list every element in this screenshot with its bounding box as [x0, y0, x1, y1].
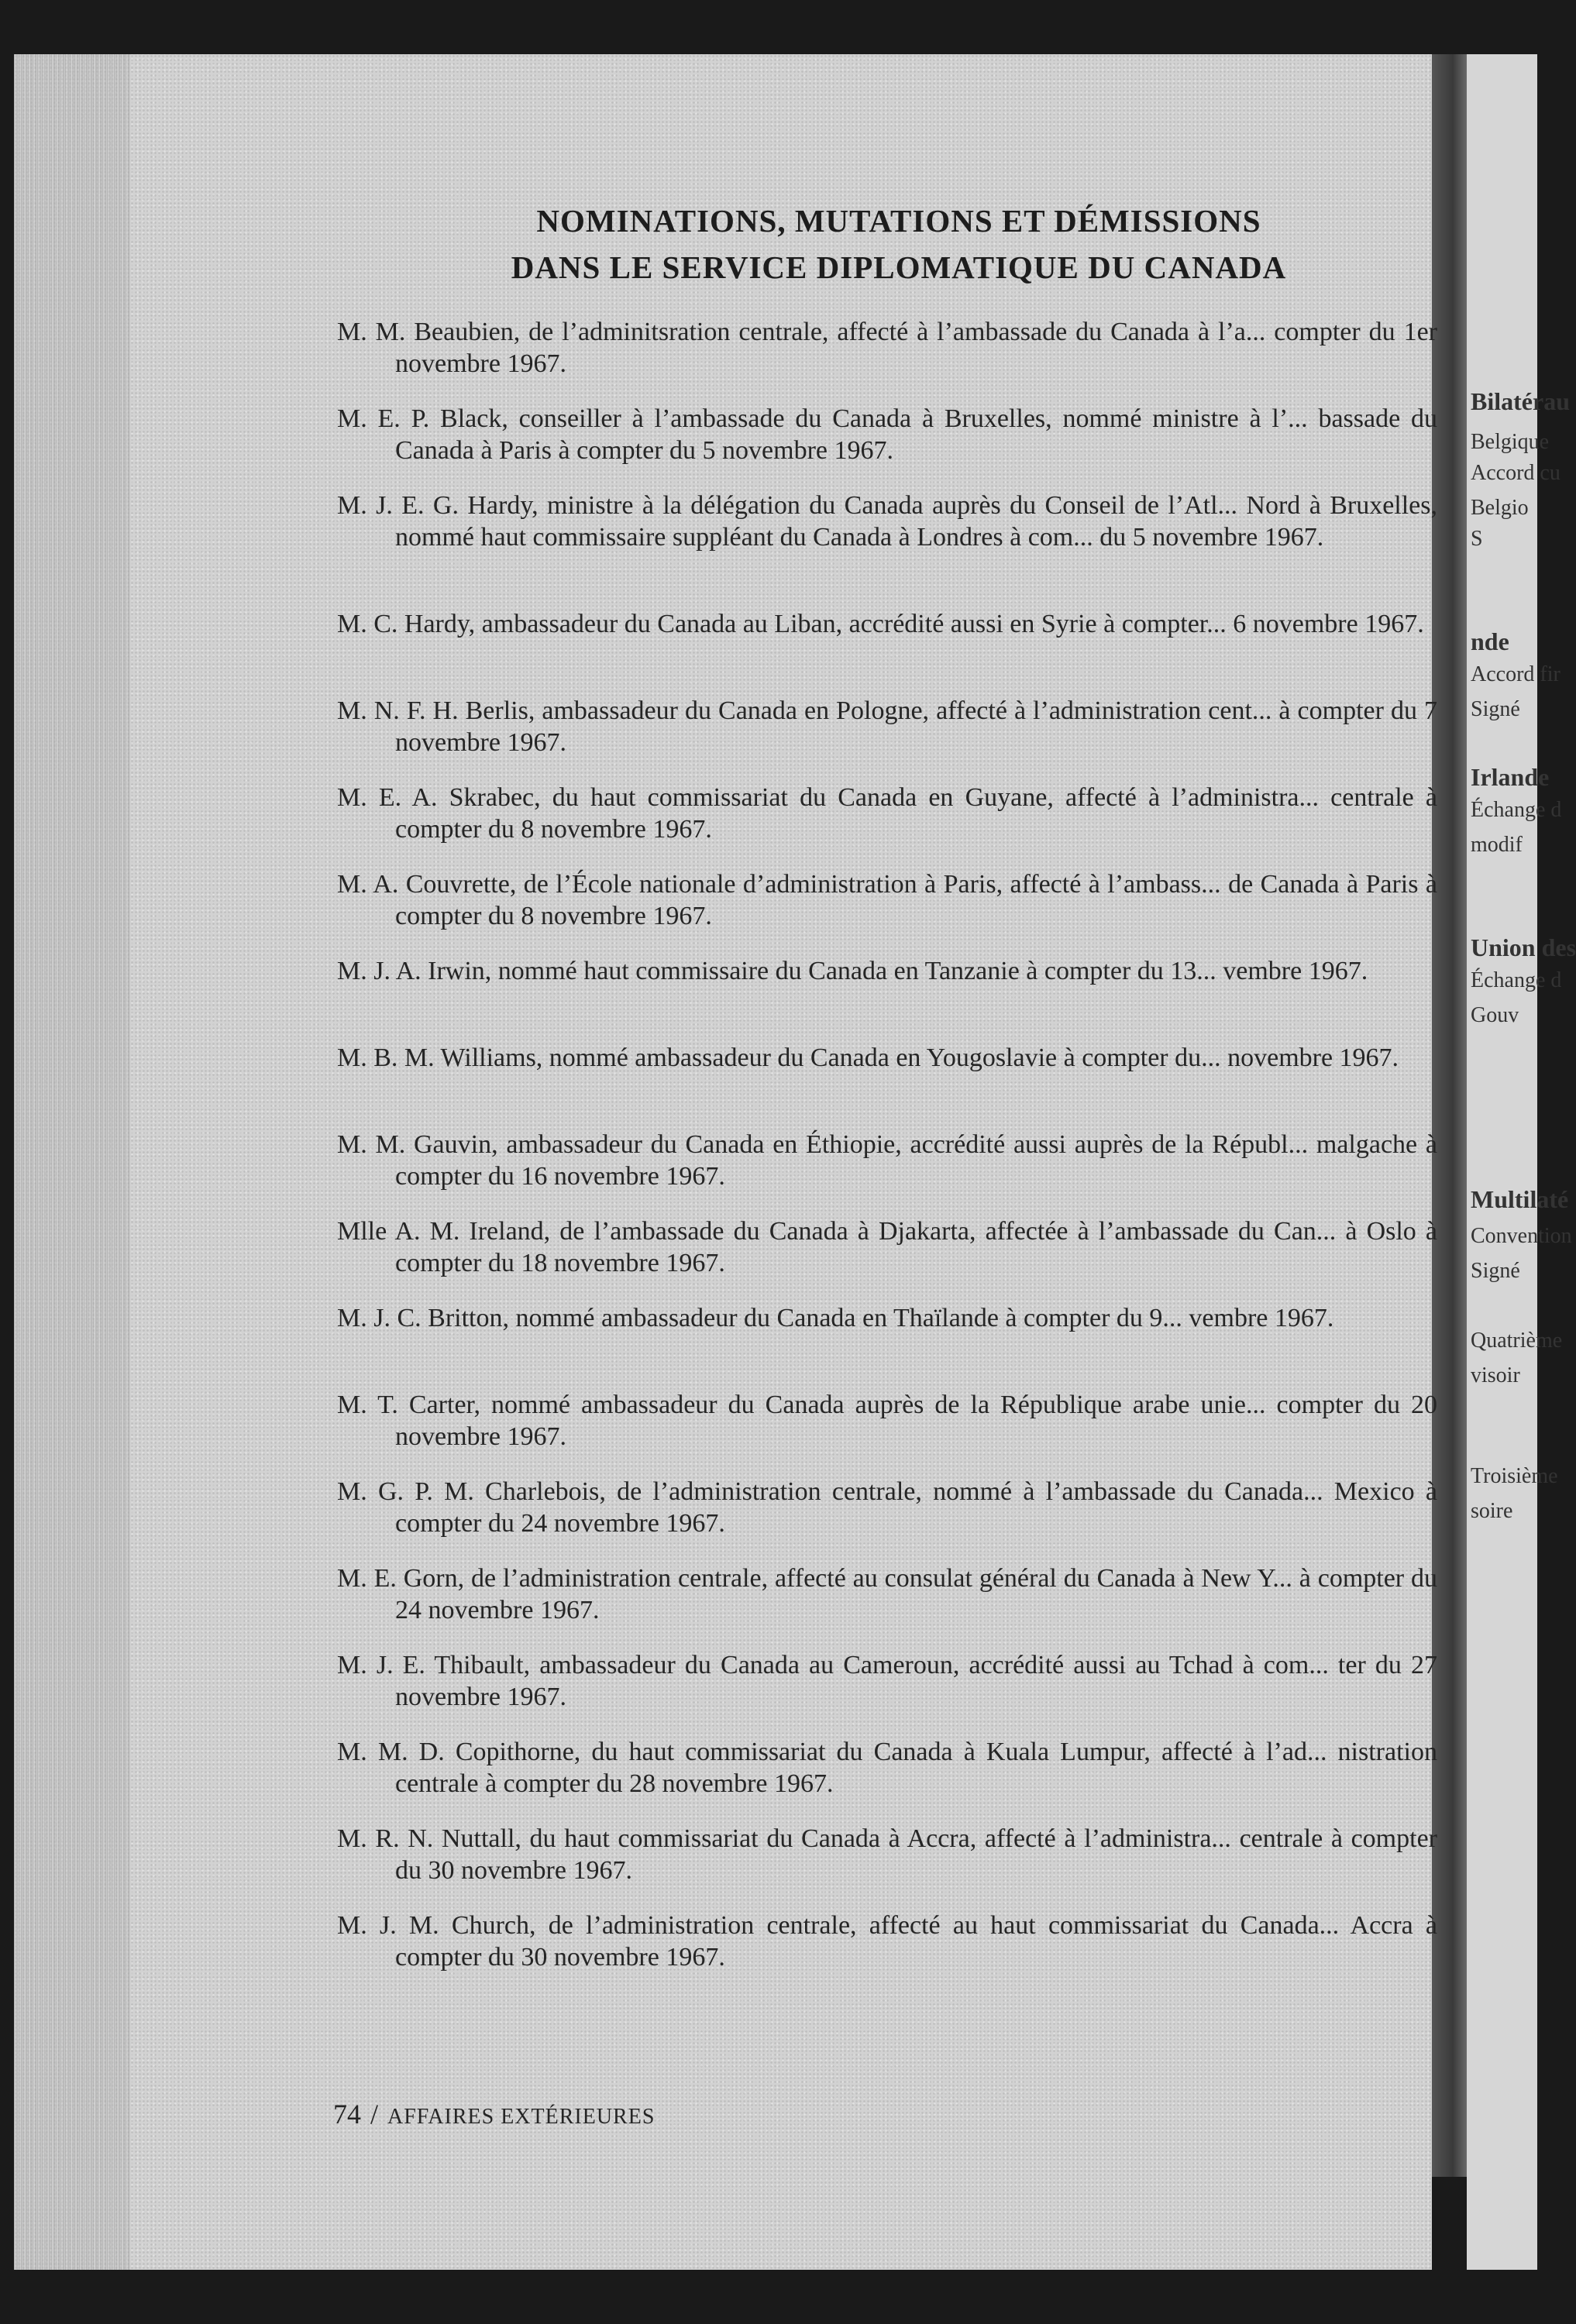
book-spine-shadow [14, 54, 130, 2270]
appointment-entry: M. C. Hardy, ambassadeur du Canada au Liban, accrédité aussi en Syrie à compter... 6 novembre 1967. [337, 610, 1424, 638]
appointment-entry: Mlle A. M. Ireland, de l’ambassade du Canada à Djakarta, affectée à l’ambassade du Can... à Oslo à compter du 18 novembre 1967. [337, 1217, 1437, 1277]
appointments-list [337, 316, 1437, 1996]
appointment-entry: M. E. A. Skrabec, du haut commissariat du Canada en Guyane, affecté à l’administra... centrale à compter du 8 novembre 1967. [337, 783, 1437, 844]
adjacent-page-fragment: Bilatérau [1471, 387, 1570, 415]
appointment-entry: M. J. A. Irwin, nommé haut commissaire du Canada en Tanzanie à compter du 13... vembre 1967. [337, 957, 1368, 985]
adjacent-page-fragment: Signé [1471, 697, 1520, 721]
appointment-entry: M. M. D. Copithorne, du haut commissariat du Canada à Kuala Lumpur, affecté à l’ad... nistration centrale à compter du 28 novembre 1967. [337, 1738, 1437, 1798]
adjacent-page-fragment: Union des [1471, 933, 1576, 961]
adjacent-page-fragment: visoir [1471, 1363, 1520, 1387]
appointment-entry: M. B. M. Williams, nommé ambassadeur du Canada en Yougoslavie à compter du... novembre 1967. [337, 1043, 1399, 1072]
appointment-entry: M. J. E. Thibault, ambassadeur du Canada au Cameroun, accrédité aussi au Tchad à com... ter du 27 novembre 1967. [337, 1651, 1437, 1711]
adjacent-page-fragment: Échange d [1471, 798, 1562, 822]
page-number: 74 [333, 2099, 361, 2130]
appointment-entry: M. J. C. Britton, nommé ambassadeur du Canada en Thaïlande à compter du 9... vembre 1967. [337, 1304, 1334, 1332]
adjacent-page-fragment: Belgio [1471, 496, 1529, 520]
adjacent-page-fragment: soire [1471, 1499, 1513, 1523]
adjacent-page-fragment: Multilaté [1471, 1185, 1569, 1213]
appointment-entry: M. M. Beaubien, de l’adminitsration centrale, affecté à l’ambassade du Canada à l’a... compter du 1er novembre 1967. [337, 318, 1437, 378]
appointment-entry: M. J. M. Church, de l’administration centrale, affecté au haut commissariat du Canada... Accra à compter du 30 novembre 1967. [337, 1911, 1437, 1972]
appointment-entry: M. R. N. Nuttall, du haut commissariat du Canada à Accra, affecté à l’administra... centrale à compter du 30 novembre 1967. [337, 1824, 1437, 1885]
appointment-entry: M. M. Gauvin, ambassadeur du Canada en Éthiopie, accrédité aussi auprès de la Républ... malgache à compter du 16 novembre 1967. [337, 1130, 1437, 1191]
adjacent-page-fragment: S [1471, 527, 1483, 551]
adjacent-page-fragment: Troisième [1471, 1464, 1558, 1488]
appointment-entry: M. N. F. H. Berlis, ambassadeur du Canada en Pologne, affecté à l’administration cent... à compter du 7 novembre 1967. [337, 696, 1437, 757]
adjacent-page-fragment: Échange d [1471, 968, 1562, 992]
appointment-entry: M. E. P. Black, conseiller à l’ambassade du Canada à Bruxelles, nommé ministre à l’... bassade du Canada à Paris à compter du 5 novembre 1967. [337, 404, 1437, 465]
appointment-entry: M. E. Gorn, de l’administration centrale, affecté au consulat général du Canada à New Y... à compter du 24 novembre 1967. [337, 1564, 1437, 1624]
adjacent-page-fragment: Gouv [1471, 1003, 1519, 1027]
publication-name: AFFAIRES EXTÉRIEURES [387, 2105, 656, 2129]
adjacent-page-fragment: Convention [1471, 1224, 1572, 1248]
appointment-entry: M. J. E. G. Hardy, ministre à la délégation du Canada auprès du Conseil de l’Atl... Nord à Bruxelles, nommé haut commissaire suppléant du Canada à Londres à com... du 5 novembre 1967. [337, 491, 1437, 552]
adjacent-page-fragment: Accord cu [1471, 461, 1561, 485]
appointment-entry: M. T. Carter, nommé ambassadeur du Canada auprès de la République arabe unie... compter du 20 novembre 1967. [337, 1391, 1437, 1451]
adjacent-page-fragment: modif [1471, 833, 1523, 857]
adjacent-page-fragment: Signé [1471, 1259, 1520, 1283]
appointment-entry: M. A. Couvrette, de l’École nationale d’administration à Paris, affecté à l’ambass... de Canada à Paris à compter du 8 novembre 1967. [337, 870, 1437, 930]
page-footer [333, 2098, 655, 2130]
adjacent-page-fragment: Quatrième [1471, 1329, 1563, 1353]
adjacent-page [1467, 54, 1576, 2270]
adjacent-page-fragment: nde [1471, 627, 1509, 655]
title-line-1: NOMINATIONS, MUTATIONS ET DÉMISSIONS [536, 203, 1261, 239]
adjacent-page-fragment: Belgique [1471, 430, 1550, 454]
title-line-2: DANS LE SERVICE DIPLOMATIQUE DU CANADA [511, 249, 1287, 285]
adjacent-page-fragment: Accord fir [1471, 662, 1561, 686]
adjacent-page-fragment: Irlande [1471, 763, 1550, 791]
footer-separator: / [370, 2099, 379, 2130]
page-title [434, 198, 1364, 290]
appointment-entry: M. G. P. M. Charlebois, de l’administration centrale, nommé à l’ambassade du Canada... Mexico à compter du 24 novembre 1967. [337, 1477, 1437, 1538]
